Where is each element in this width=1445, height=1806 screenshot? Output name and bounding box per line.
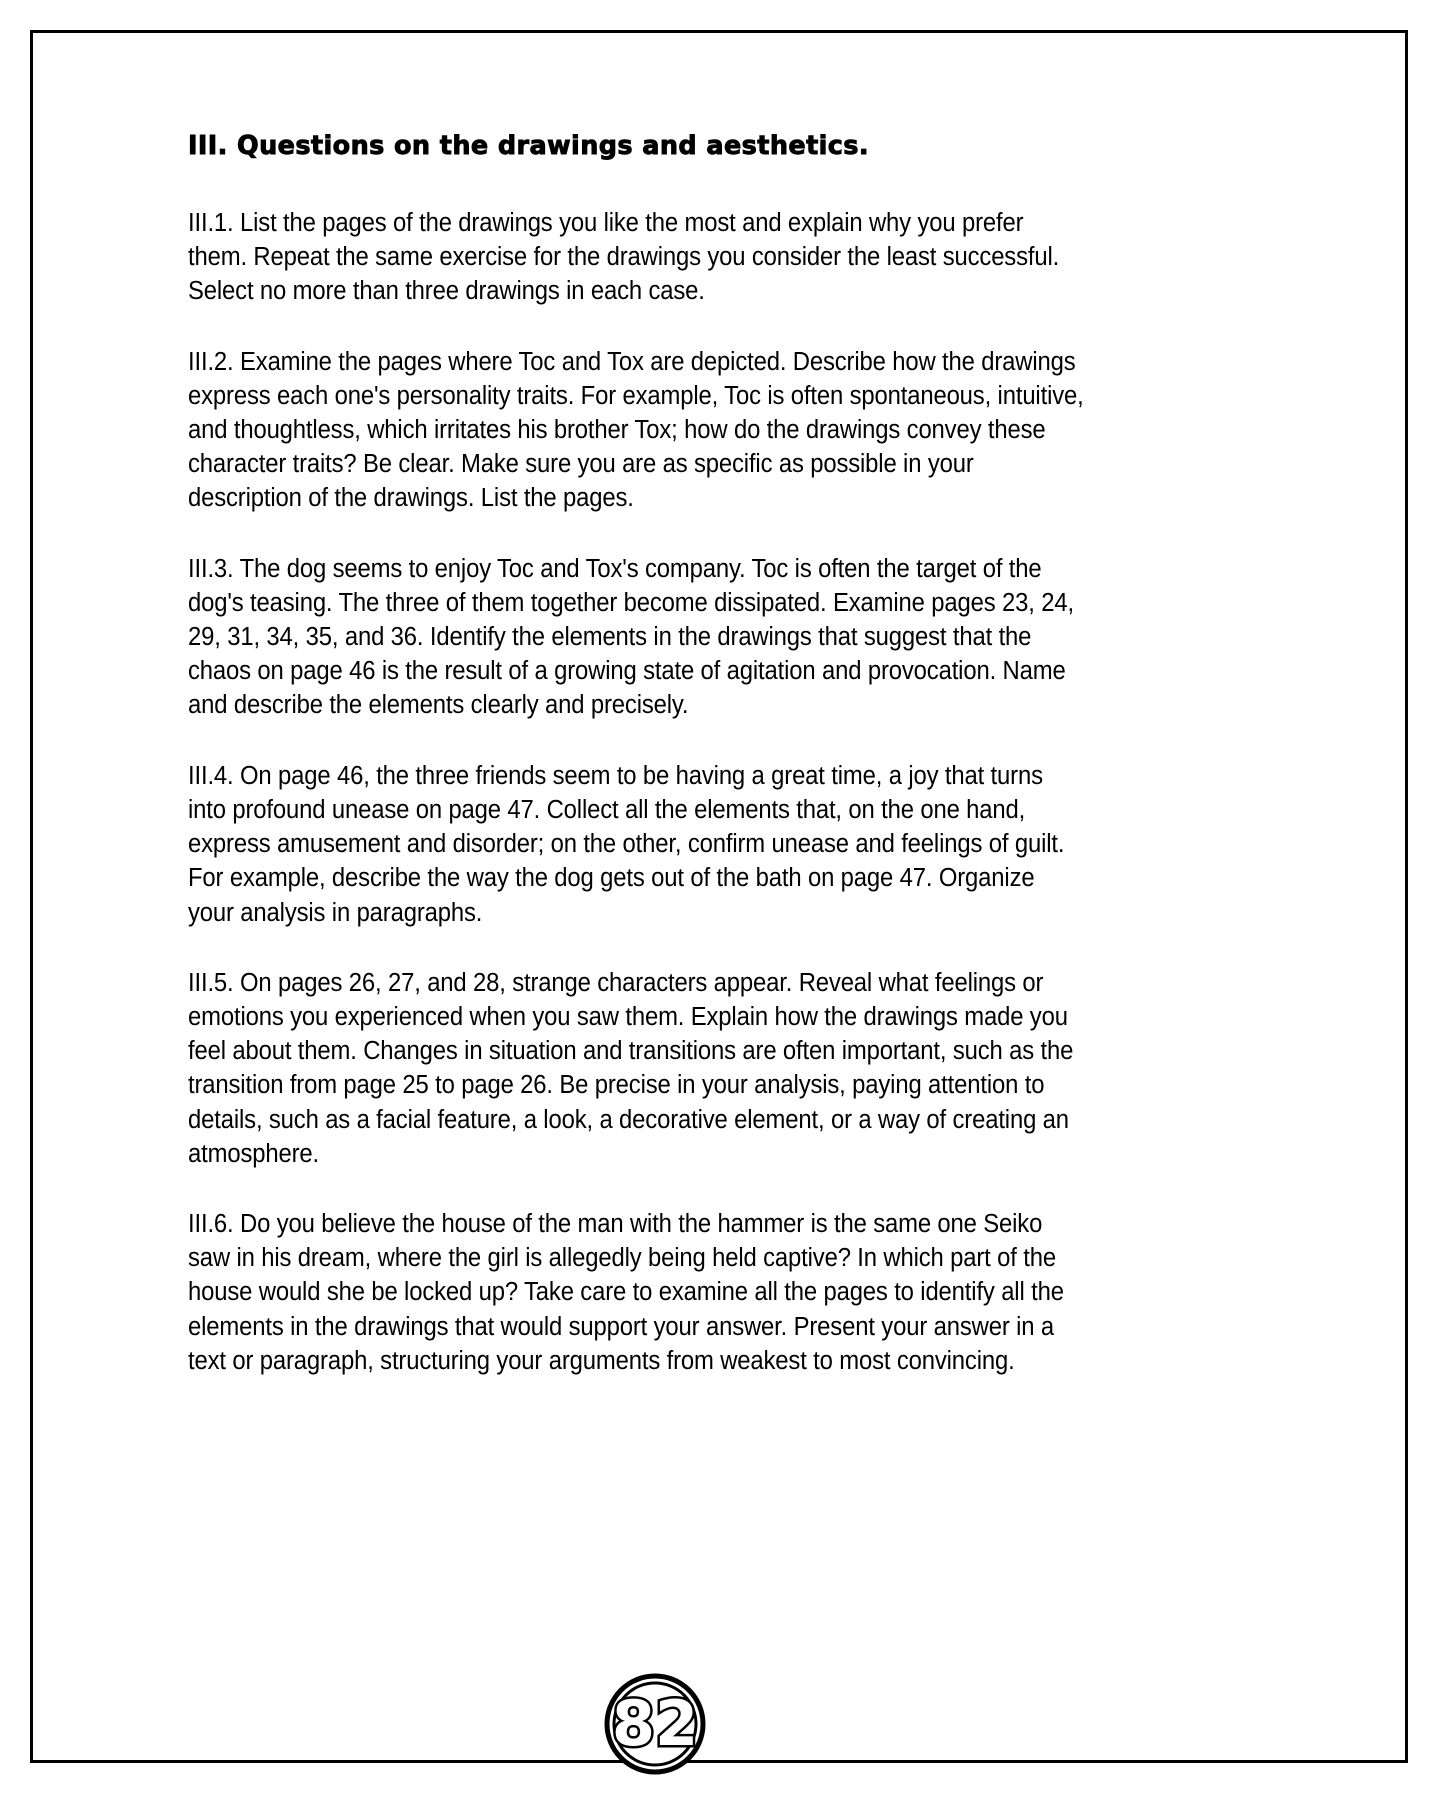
paragraph-iii-3: III.3. The dog seems to enjoy Toc and Tox's company. Toc is often the target of the dog's teasing. The three of them together become dissipated. Examine pages 23, 24, 29, 31, 34, 35, and 36. Identify the elements in the drawings that suggest that the chaos on page 46 is the result of a growing state of agitation and provocation. Name and describe the elements clearly and precisely.	[188, 554, 1074, 720]
page-number-text: 82	[611, 1687, 699, 1760]
paragraph-iii-4: III.4. On page 46, the three friends seem to be having a great time, a joy that turns into profound unease on page 47. Collect all the elements that, on the one hand, express amusement and disorder; on the other, confirm unease and feelings of guilt. For example, describe the way the dog gets out of the bath on page 47. Organize your analysis in paragraphs.	[188, 761, 1065, 927]
paragraph-iii-5: III.5. On pages 26, 27, and 28, strange characters appear. Reveal what feelings or emotions you experienced when you saw them. Explain how the drawings made you feel about them. Changes in situation and transitions are often important, such as the transition from page 25 to page 26. Be precise in your analysis, paying attention to details, such as a facial feature, a look, a decorative element, or a way of creating an atmosphere.	[188, 968, 1074, 1168]
paragraph-iii-1: III.1. List the pages of the drawings you like the most and explain why you prefer them. Repeat the same exercise for the drawings you consider the least successful. Select no more than three drawings in each case.	[188, 209, 1060, 306]
page-content	[188, 132, 1083, 1378]
paragraph-iii-2: III.2. Examine the pages where Toc and Tox are depicted. Describe how the drawings express each one's personality traits. For example, Toc is often spontaneous, intuitive, and thoughtless, which irritates his brother Tox; how do the drawings convey these character traits? Be clear. Make sure you are as specific as possible in your description of the drawings. List the pages.	[188, 347, 1084, 513]
section-heading: III. Questions on the drawings and aesthetics.	[188, 131, 869, 161]
page-number-badge	[603, 1672, 707, 1776]
paragraph-iii-6: III.6. Do you believe the house of the man with the hammer is the same one Seiko saw in his dream, where the girl is allegedly being held captive? In which part of the house would she be locked up? Take care to examine all the pages to identify all the elements in the drawings that would support your answer. Present your answer in a text or paragraph, structuring your arguments from weakest to most convincing.	[188, 1209, 1064, 1375]
